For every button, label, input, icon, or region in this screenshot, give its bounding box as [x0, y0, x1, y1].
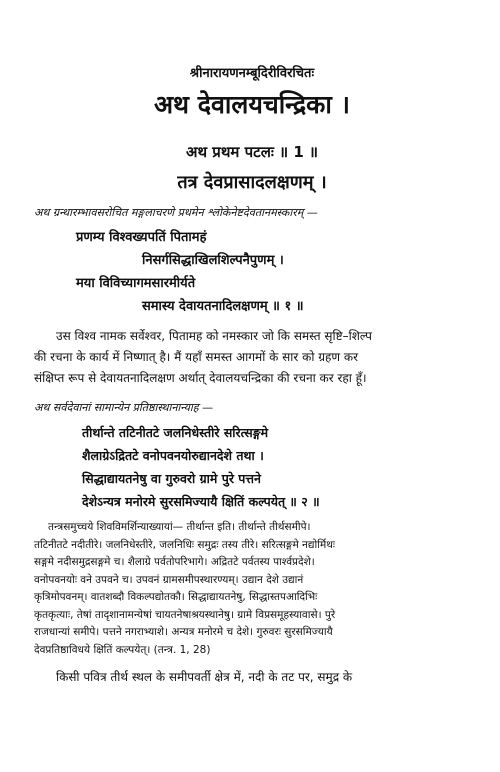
- text-line: वनोपवनयोः वने उपवने च। उपवनं ग्रामसमीपस्थारण्यम्। उद्यान देशे उद्यानं: [34, 573, 304, 586]
- text-line: राजधान्यां समीपे। पत्तने नगराभ्याशे। अन्यत्र मनोरमे च देशे। गुरुवरः सुरसमिज्यायै: [34, 626, 333, 638]
- sanskrit-commentary: [34, 519, 470, 659]
- text-line: किसी पवित्र तीर्थ स्थल के समीपवर्ती क्षेत्र में, नदी के तट पर, समुद्र के: [56, 670, 353, 684]
- book-title: अथ देवालयचन्द्रिका ।: [153, 90, 351, 119]
- verse-line: मया विविच्यागमसारमीर्यते: [76, 276, 196, 291]
- verse-line: निसर्गसिद्धाखिलशिल्पनैपुणम् ।: [142, 253, 284, 268]
- verse-line: देशेऽन्यत्र मनोरमे सुरसमिज्यायै क्षितिं कल्पयेत् ॥ २ ॥: [82, 494, 320, 509]
- verse-1: [34, 226, 470, 318]
- text-line: की रचना के कार्य में निष्णात् है। मैं यहाँ समस्त आगमों के सार को ग्रहण कर: [34, 350, 359, 364]
- verse-2: [34, 421, 470, 513]
- verse-line: समास्य देवायतनादिलक्षणम् ॥ १ ॥: [142, 299, 304, 314]
- location-intro: अथ सर्वदेवानां सामान्येन प्रतिष्ठास्थानान्याह —: [34, 401, 214, 414]
- verse-line: प्रणम्य विश्वख्यपतिं पितामहं: [76, 230, 207, 245]
- hindi-translation-2: [34, 667, 470, 688]
- invocation-intro: अथ ग्रन्थारम्भावसरोचित मङ्गलाचरणे प्रथमेन श्लोकेनेष्टदेवतानमस्कारम् —: [34, 206, 318, 219]
- text-line: उस विश्व नामक सर्वेश्वर, पितामह को नमस्कार जो कि समस्त सृष्टि–शिल्प: [56, 329, 372, 343]
- verse-line: तीर्थान्ते तटिनीतटे जलनिधेस्तीरे सरित्सङ्गमे: [82, 425, 269, 440]
- verse-line: शैलाग्रेऽद्रितटे वनोपवनयोरुद्यानदेशे तथा ।: [82, 448, 264, 463]
- text-line: तटिनीतटे नदीतीरे। जलनिधेस्तीरे, जलनिधिः समुद्रः तस्य तीरे। सरित्सङ्गमे नद्योर्मिथः: [34, 538, 336, 551]
- text-line: कृतकृत्याः, तेषां तादृशानामन्येषां चायतनेषाश्रयस्थानेषु। ग्रामे विप्रसमूहस्यावासे। पुरे: [34, 608, 336, 621]
- text-line: देवप्रतिष्ठाविधये क्षितिं कल्पयेत्। (तन्त्र. 1, 28): [34, 643, 211, 656]
- chapter-heading: अथ प्रथम पटलः ॥ 1 ॥: [186, 143, 318, 161]
- verse-line: सिद्धाद्यायतनेषु वा गुरुवरो ग्रामे पुरे पत्तने: [82, 471, 261, 486]
- hindi-translation-1: [34, 326, 470, 389]
- section-title: तत्र देवप्रासादलक्षणम् ।: [177, 172, 327, 193]
- text-line: संक्षिप्त रूप से देवायतनादिलक्षण अर्थात् देवालयचन्द्रिका की रचना कर रहा हूँ।: [34, 371, 367, 385]
- text-line: तन्त्रसमुच्चये शिवविमर्शिन्याख्यायां— तीर्थान्त इति। तीर्थान्ते तीर्थसमीपे।: [48, 521, 311, 533]
- author-line: श्रीनारायणनम्बूदिरीविरचितः: [189, 66, 315, 81]
- text-line: सङ्गमे नदीसमुद्रसङ्गमे च। शैलाग्रे पर्वतोपरिभागे। अद्रितटे पर्वतस्य पार्श्वप्रदेशे।: [34, 556, 315, 568]
- text-line: कृत्रिमोपवनम्। वातशब्दौ विकल्पद्योतकौ। सिद्धाद्यायतनेषु, सिद्धास्तपआदिभिः: [34, 591, 318, 603]
